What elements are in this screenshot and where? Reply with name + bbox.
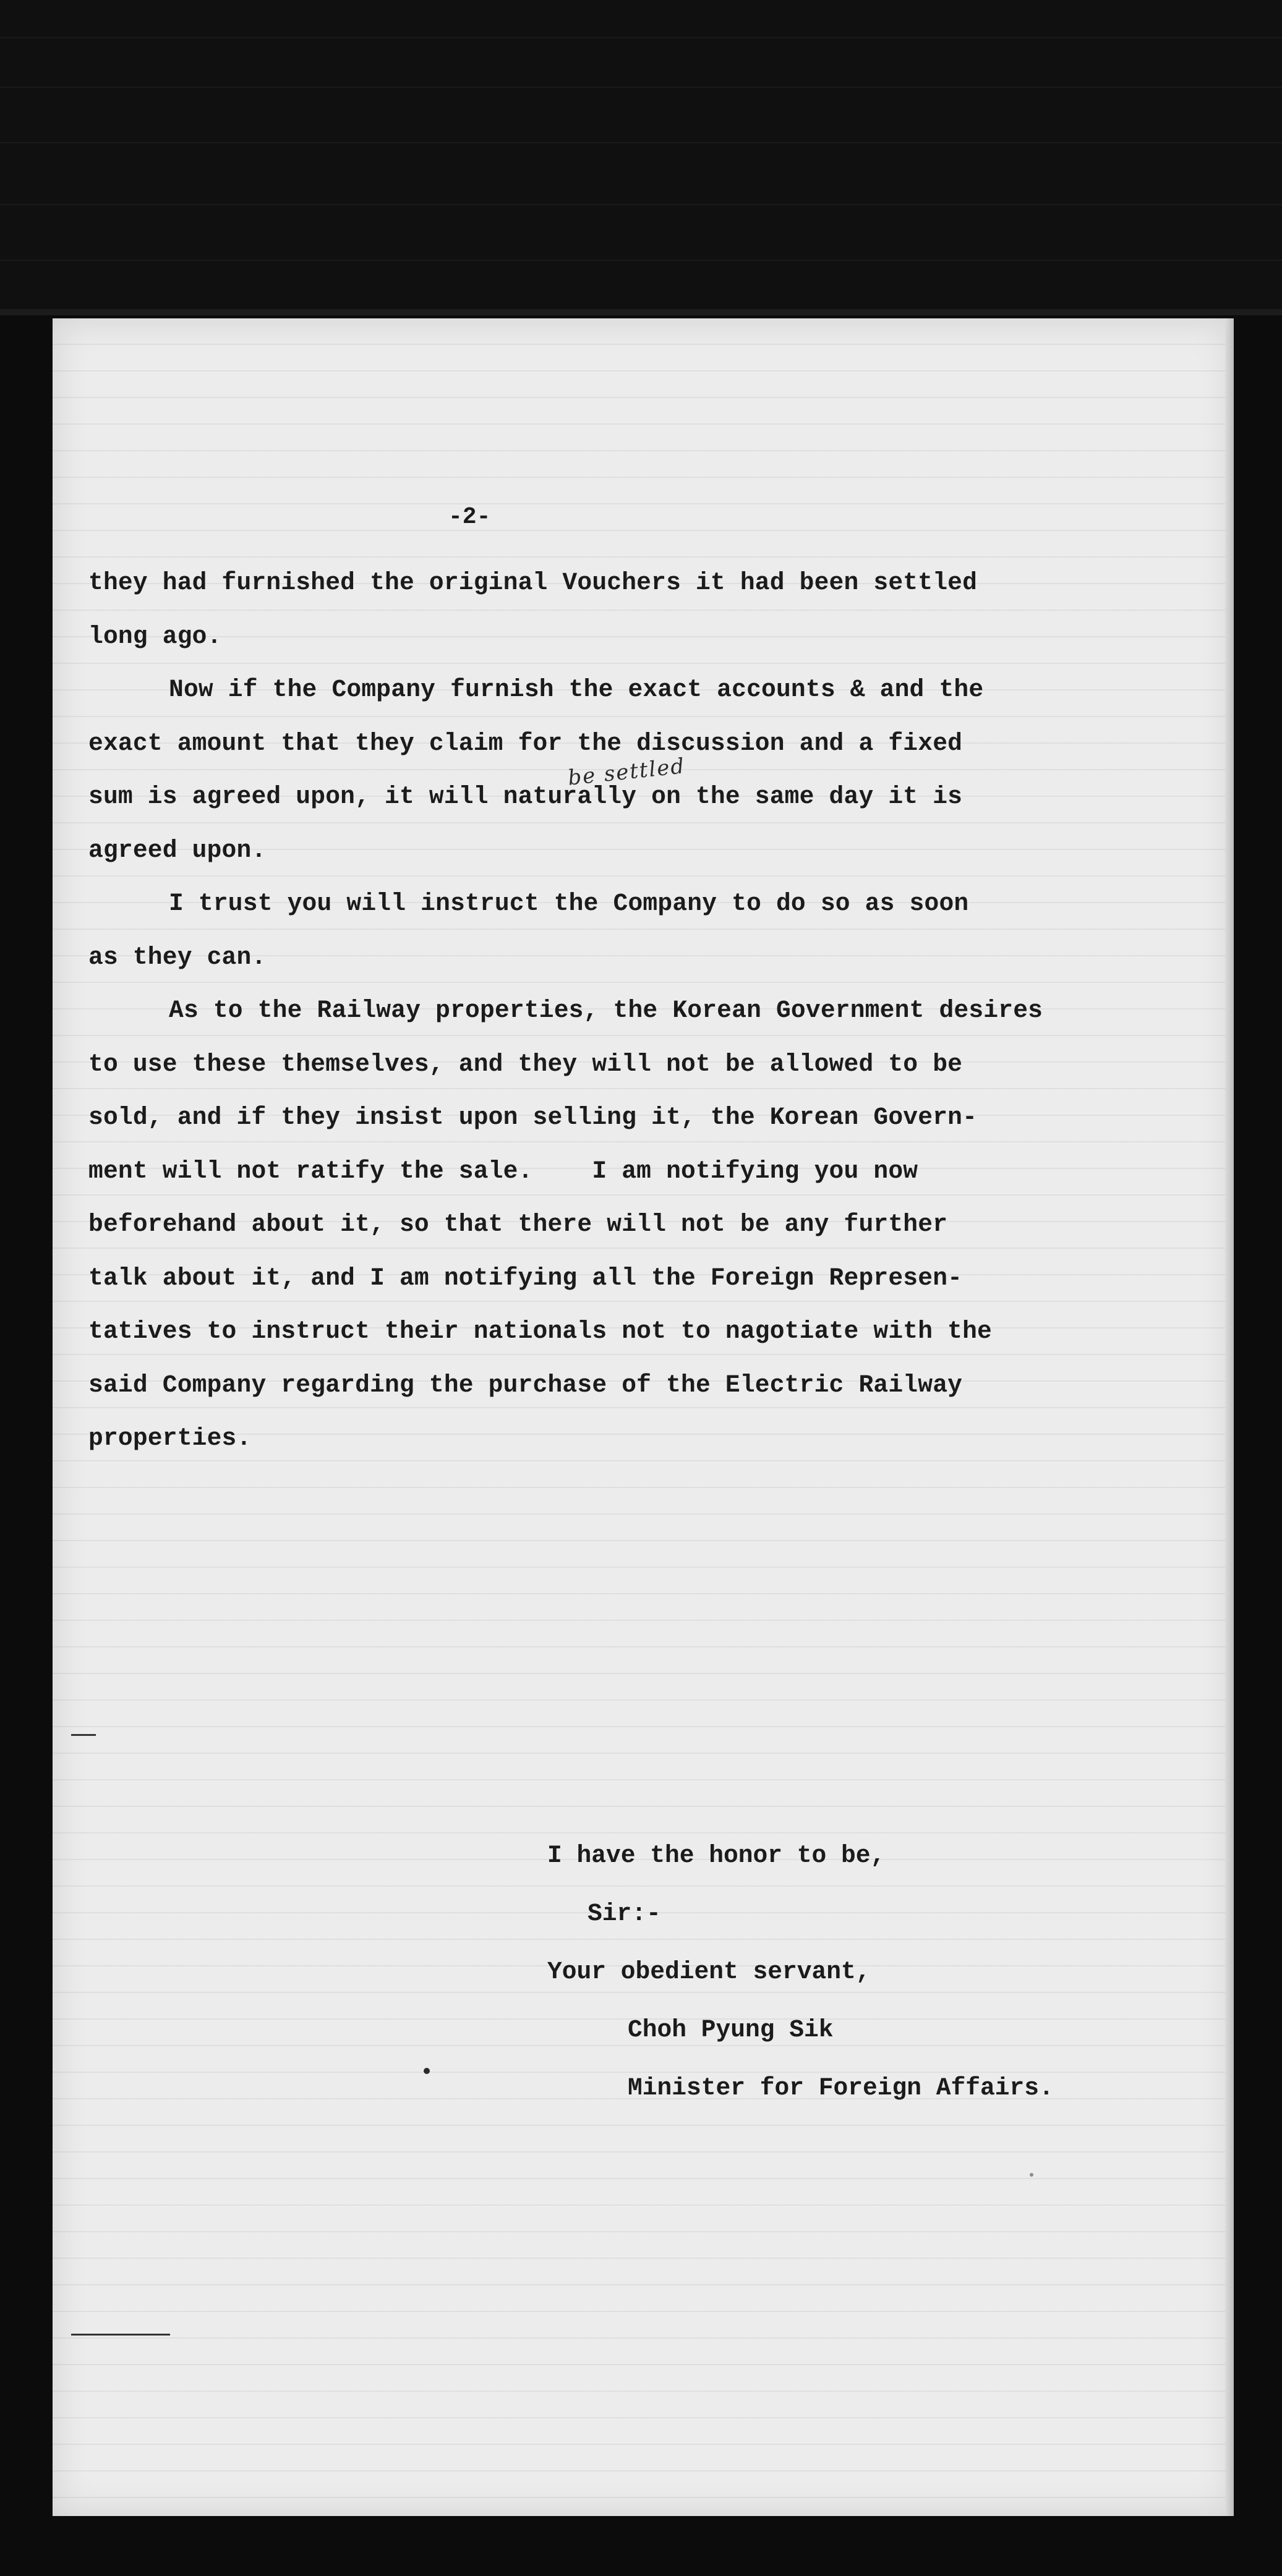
body-line: talk about it, and I am notifying all the Foreign Represen- [88, 1264, 963, 1292]
closing-salutation: Sir:- [588, 1900, 661, 1928]
body-line: properties. [88, 1424, 252, 1452]
letter-body [88, 556, 1202, 1466]
page-number: -2- [448, 504, 491, 530]
margin-mark [71, 2334, 170, 2336]
body-line-text: sum is agreed upon, it will naturally on the same day it is [88, 783, 963, 810]
margin-mark [71, 1734, 96, 1736]
body-line: tatives to instruct their nationals not to nagotiate with the [88, 1317, 992, 1345]
body-line: As to the Railway properties, the Korean Government desires [169, 997, 1043, 1024]
ink-speck [1030, 2173, 1033, 2177]
body-line: sold, and if they insist upon selling it, the Korean Govern- [88, 1103, 978, 1131]
body-line: exact amount that they claim for the discussion and a fixed [88, 729, 963, 757]
signature-title: Minister for Foreign Affairs. [628, 2074, 1054, 2102]
body-line: they had furnished the original Vouchers it had been settled [88, 569, 978, 597]
typed-letter-page [53, 318, 1234, 2516]
closing-courtesy: I have the honor to be, [547, 1842, 886, 1869]
body-line: Now if the Company furnish the exact accounts & and the [169, 676, 984, 704]
signature-name: Choh Pyung Sik [628, 2016, 834, 2044]
letter-closing [547, 1827, 1054, 2117]
body-line: to use these themselves, and they will not be allowed to be [88, 1050, 963, 1078]
body-line: beforehand about it, so that there will not be any further [88, 1210, 948, 1238]
film-frame-top [0, 0, 1282, 315]
closing-servant: Your obedient servant, [547, 1958, 871, 1986]
page-edge [1225, 318, 1234, 2516]
body-line: long ago. [88, 622, 222, 650]
ink-speck [424, 2068, 430, 2074]
body-line: I trust you will instruct the Company to do so as soon [169, 890, 969, 917]
body-line: said Company regarding the purchase of the Electric Railway [88, 1371, 963, 1399]
body-line: as they can. [88, 943, 267, 971]
body-line: ment will not ratify the sale. I am notifying you now [88, 1157, 918, 1185]
handwritten-insertion: be settled [566, 754, 686, 791]
body-line-with-insertion [88, 754, 1202, 824]
body-line: agreed upon. [88, 836, 267, 864]
